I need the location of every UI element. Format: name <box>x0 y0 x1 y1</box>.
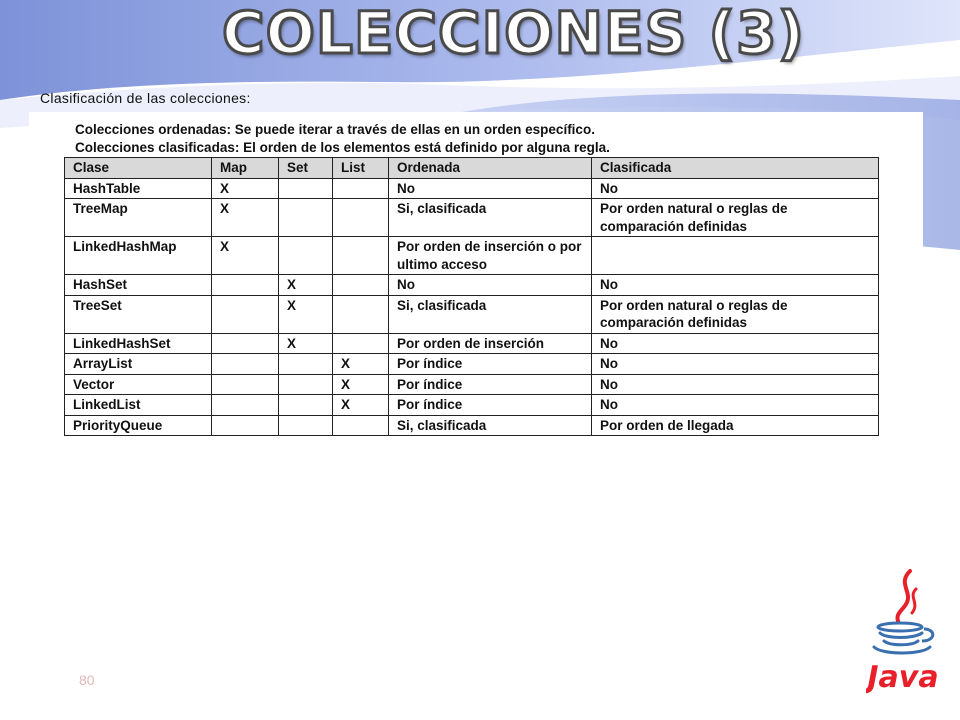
table-cell: No <box>592 333 879 354</box>
header-clase: Clase <box>65 158 212 179</box>
table-cell: HashTable <box>65 178 212 199</box>
table-row <box>65 415 879 436</box>
table-cell: Si, clasificada <box>389 415 592 436</box>
table-cell <box>279 354 333 375</box>
table-row <box>65 295 879 333</box>
header-list: List <box>333 158 389 179</box>
table-header-row <box>65 158 879 179</box>
table-cell: X <box>279 333 333 354</box>
table-cell: Por orden natural o reglas de comparación definidas <box>592 199 879 237</box>
table-cell: Por índice <box>389 354 592 375</box>
table-row <box>65 199 879 237</box>
table-cell: LinkedHashSet <box>65 333 212 354</box>
table-cell <box>212 374 279 395</box>
table-cell <box>279 374 333 395</box>
table-row <box>65 395 879 416</box>
intro-line-classified: Colecciones clasificadas: El orden de los elementos está definido por alguna regla. <box>75 140 610 155</box>
header-set: Set <box>279 158 333 179</box>
table-cell: Vector <box>65 374 212 395</box>
slide-title: COLECCIONES (3) <box>222 0 805 67</box>
table-cell: No <box>592 275 879 296</box>
table-cell: PriorityQueue <box>65 415 212 436</box>
table-cell: Si, clasificada <box>389 295 592 333</box>
table-cell <box>212 295 279 333</box>
table-cell: LinkedHashMap <box>65 237 212 275</box>
table-cell: Por índice <box>389 395 592 416</box>
table-row <box>65 178 879 199</box>
table-cell: ArrayList <box>65 354 212 375</box>
java-cup-icon <box>866 567 940 695</box>
table-cell: X <box>212 178 279 199</box>
table-cell: Por orden natural o reglas de comparación definidas <box>592 295 879 333</box>
table-cell: X <box>279 295 333 333</box>
table-row <box>65 237 879 275</box>
header-map: Map <box>212 158 279 179</box>
table-cell: X <box>212 237 279 275</box>
table-cell <box>333 415 389 436</box>
table-cell: TreeSet <box>65 295 212 333</box>
table-cell: No <box>592 354 879 375</box>
table-row <box>65 275 879 296</box>
table-cell <box>212 415 279 436</box>
table-cell: X <box>279 275 333 296</box>
table-cell <box>333 199 389 237</box>
collections-table <box>64 157 879 436</box>
table-cell: Si, clasificada <box>389 199 592 237</box>
table-cell: No <box>592 374 879 395</box>
table-cell: Por orden de llegada <box>592 415 879 436</box>
table-row <box>65 333 879 354</box>
table-cell <box>333 237 389 275</box>
table-cell <box>212 395 279 416</box>
table-row <box>65 354 879 375</box>
table-cell <box>279 237 333 275</box>
table-cell <box>279 178 333 199</box>
table-row <box>65 374 879 395</box>
table-cell: Por índice <box>389 374 592 395</box>
table-cell <box>279 415 333 436</box>
table-cell: X <box>212 199 279 237</box>
slide-subtitle: Clasificación de las colecciones: <box>40 90 251 106</box>
table-cell <box>333 295 389 333</box>
page-number: 80 <box>79 672 95 688</box>
table-cell <box>592 237 879 275</box>
table-cell <box>279 199 333 237</box>
table-cell: LinkedList <box>65 395 212 416</box>
table-cell <box>212 354 279 375</box>
table-cell <box>279 395 333 416</box>
header-clasificada: Clasificada <box>592 158 879 179</box>
table-cell: X <box>333 395 389 416</box>
table-cell: HashSet <box>65 275 212 296</box>
java-wordmark: Java <box>867 660 939 695</box>
intro-line-ordered: Colecciones ordenadas: Se puede iterar a través de ellas en un orden específico. <box>75 122 595 137</box>
table-cell: Por orden de inserción <box>389 333 592 354</box>
table-cell <box>333 275 389 296</box>
table-cell: TreeMap <box>65 199 212 237</box>
table-cell: Por orden de inserción o por ultimo acceso <box>389 237 592 275</box>
content-panel <box>29 112 923 456</box>
table-cell: X <box>333 374 389 395</box>
table-cell <box>212 333 279 354</box>
intro-text <box>75 121 610 157</box>
table-cell <box>212 275 279 296</box>
table-cell: No <box>592 178 879 199</box>
table-cell: X <box>333 354 389 375</box>
header-ordenada: Ordenada <box>389 158 592 179</box>
table-cell: No <box>389 178 592 199</box>
table-cell <box>333 178 389 199</box>
table-cell <box>333 333 389 354</box>
table-cell: No <box>389 275 592 296</box>
table-cell: No <box>592 395 879 416</box>
